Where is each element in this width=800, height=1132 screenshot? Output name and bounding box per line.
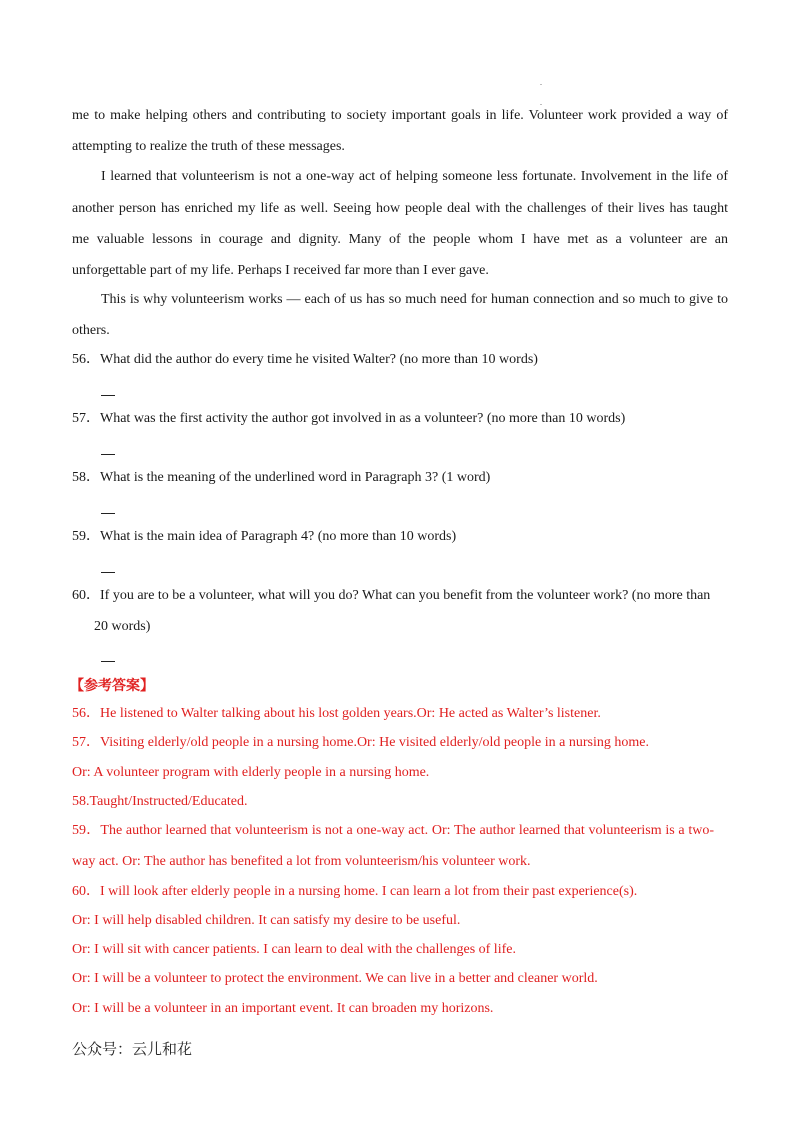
answer-key-title: 【参考答案】	[70, 678, 154, 694]
passage-line: unforgettable part of my life. Perhaps I received far more than I ever gave.	[72, 263, 489, 278]
answer-line: Or: I will be a volunteer to protect the environment. We can live in a better and cleaner world.	[72, 971, 598, 986]
answer-line: 56．He listened to Walter talking about his lost golden years.Or: He acted as Walter’s listener.	[72, 706, 601, 721]
passage-line: another person has enriched my life as well. Seeing how people deal with the challenges of their lives has taught	[72, 201, 728, 216]
question-59: 59．What is the main idea of Paragraph 4? (no more than 10 words)	[72, 529, 457, 544]
question-56: 56．What did the author do every time he visited Walter? (no more than 10 words)	[72, 352, 538, 367]
passage-line: me valuable lessons in courage and dignity. Many of the people whom I have met as a volunteer are an	[72, 232, 728, 247]
passage-line: This is why volunteerism works — each of us has so much need for human connection and so much to give to	[101, 292, 728, 307]
answer-blank-58[interactable]	[101, 513, 115, 514]
footer-wechat-account: 公众号：云儿和花	[72, 1040, 193, 1058]
passage-line: attempting to realize the truth of these messages.	[72, 139, 345, 154]
question-58: 58．What is the meaning of the underlined word in Paragraph 3? (1 word)	[72, 470, 491, 485]
answer-line: 59．The author learned that volunteerism is not a one-way act. Or: The author learned that volunteerism is a two-	[72, 823, 714, 838]
answer-blank-59[interactable]	[101, 572, 115, 573]
passage-line: me to make helping others and contributing to society important goals in life. Volunteer work provided a way of	[72, 108, 728, 123]
answer-line: 57．Visiting elderly/old people in a nursing home.Or: He visited elderly/old people in a nursing home.	[72, 735, 649, 750]
question-57: 57．What was the first activity the author got involved in as a volunteer? (no more than 10 words)	[72, 411, 626, 426]
answer-line: way act. Or: The author has benefited a lot from volunteerism/his volunteer work.	[72, 854, 531, 869]
passage-line: others.	[72, 323, 110, 338]
header-dots: . .	[540, 78, 542, 107]
question-60-continued: 20 words)	[94, 619, 151, 634]
passage-line: I learned that volunteerism is not a one-way act of helping someone less fortunate. Involvement in the life of	[101, 169, 728, 184]
answer-blank-56[interactable]	[101, 395, 115, 396]
question-60: 60．If you are to be a volunteer, what will you do? What can you benefit from the volunteer work? (no more than	[72, 588, 711, 603]
answer-line: Or: I will sit with cancer patients. I can learn to deal with the challenges of life.	[72, 942, 516, 957]
answer-blank-60[interactable]	[101, 661, 115, 662]
answer-line: 60．I will look after elderly people in a nursing home. I can learn a lot from their past experience(s).	[72, 884, 638, 899]
answer-line: Or: A volunteer program with elderly people in a nursing home.	[72, 765, 430, 780]
answer-line: Or: I will be a volunteer in an important event. It can broaden my horizons.	[72, 1001, 494, 1016]
answer-line: Or: I will help disabled children. It can satisfy my desire to be useful.	[72, 913, 461, 928]
answer-blank-57[interactable]	[101, 454, 115, 455]
answer-line: 58.Taught/Instructed/Educated.	[72, 794, 248, 809]
